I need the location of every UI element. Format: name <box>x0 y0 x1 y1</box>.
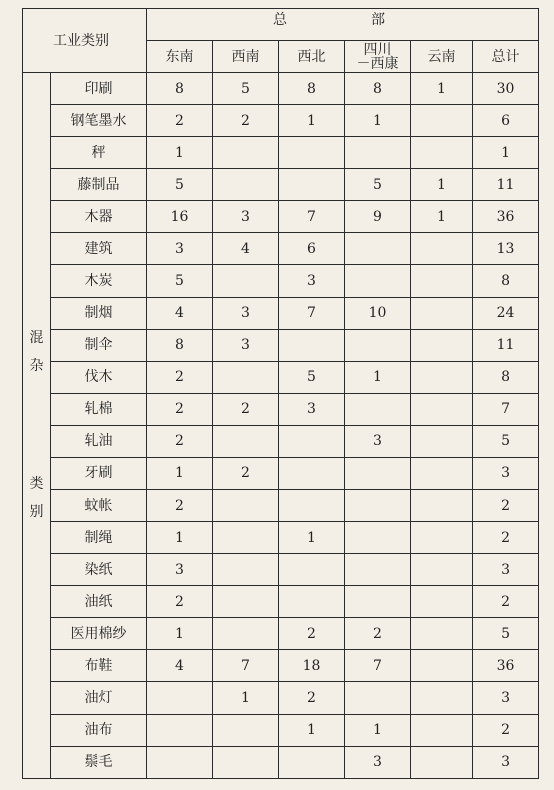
table-cell <box>213 746 279 778</box>
table-cell <box>345 233 411 265</box>
table-cell: 1 <box>147 137 213 169</box>
table-row <box>23 618 539 650</box>
table-row <box>23 682 539 714</box>
row-label: 伐木 <box>51 361 147 393</box>
table-cell: 3 <box>213 201 279 233</box>
category-char: 类 <box>29 476 44 493</box>
table-cell <box>411 457 473 489</box>
table-cell: 1 <box>147 522 213 554</box>
table-cell: 2 <box>279 618 345 650</box>
table-cell <box>345 329 411 361</box>
table-cell: 2 <box>147 361 213 393</box>
table-cell: 5 <box>473 425 539 457</box>
table-cell: 2 <box>473 522 539 554</box>
table-cell: 5 <box>279 361 345 393</box>
row-label: 牙刷 <box>51 457 147 489</box>
table-row <box>23 265 539 297</box>
table-cell <box>279 490 345 522</box>
row-label: 木炭 <box>51 265 147 297</box>
table-cell: 2 <box>213 457 279 489</box>
table-cell <box>411 329 473 361</box>
table-cell: 5 <box>345 169 411 201</box>
table-cell: 8 <box>279 73 345 105</box>
table-cell: 7 <box>279 297 345 329</box>
table-row <box>23 73 539 105</box>
row-label: 染纸 <box>51 554 147 586</box>
table-cell: 5 <box>473 618 539 650</box>
table-cell: 11 <box>473 329 539 361</box>
table-cell: 1 <box>147 618 213 650</box>
table-cell: 2 <box>473 714 539 746</box>
table-cell <box>411 586 473 618</box>
table-cell <box>411 265 473 297</box>
table-cell: 4 <box>147 650 213 682</box>
table-cell <box>213 361 279 393</box>
table-cell <box>411 522 473 554</box>
corner-header: 工业类别 <box>23 9 147 73</box>
table-cell: 13 <box>473 233 539 265</box>
row-label: 钢笔墨水 <box>51 105 147 137</box>
table-row <box>23 105 539 137</box>
table-cell: 24 <box>473 297 539 329</box>
table-cell <box>147 682 213 714</box>
table-cell: 2 <box>473 586 539 618</box>
row-label: 轧油 <box>51 425 147 457</box>
table-cell: 5 <box>147 265 213 297</box>
table-row <box>23 297 539 329</box>
table-cell <box>279 169 345 201</box>
table-cell: 2 <box>473 490 539 522</box>
column-header: 西南 <box>213 41 279 73</box>
category-char: 混 <box>29 330 44 347</box>
table-cell: 1 <box>411 73 473 105</box>
table-cell <box>345 586 411 618</box>
table-cell: 5 <box>213 73 279 105</box>
table-cell: 9 <box>345 201 411 233</box>
table-cell <box>411 618 473 650</box>
table-cell <box>411 361 473 393</box>
table-cell <box>213 554 279 586</box>
table-row <box>23 554 539 586</box>
table-cell <box>345 522 411 554</box>
table-cell: 3 <box>147 554 213 586</box>
table-cell <box>411 714 473 746</box>
table-row <box>23 714 539 746</box>
table-cell <box>411 746 473 778</box>
row-label: 轧棉 <box>51 393 147 425</box>
table-cell: 3 <box>345 425 411 457</box>
table-cell: 3 <box>213 329 279 361</box>
table-cell <box>345 265 411 297</box>
category-char: 别 <box>29 504 44 521</box>
column-header: 云南 <box>411 41 473 73</box>
row-label: 鬃毛 <box>51 746 147 778</box>
table-cell <box>345 393 411 425</box>
table-cell <box>411 425 473 457</box>
table-row <box>23 457 539 489</box>
table-row <box>23 233 539 265</box>
table-cell: 3 <box>473 746 539 778</box>
table-cell: 7 <box>473 393 539 425</box>
table-cell: 1 <box>473 137 539 169</box>
table-cell: 2 <box>345 618 411 650</box>
table-row <box>23 329 539 361</box>
table-cell: 3 <box>473 457 539 489</box>
row-label: 油布 <box>51 714 147 746</box>
table-cell: 2 <box>147 105 213 137</box>
column-header: 西北 <box>279 41 345 73</box>
table-cell: 6 <box>279 233 345 265</box>
table-cell <box>411 682 473 714</box>
table-cell <box>213 618 279 650</box>
row-label: 制伞 <box>51 329 147 361</box>
table-cell: 3 <box>279 393 345 425</box>
table-cell <box>279 746 345 778</box>
table-cell: 1 <box>279 105 345 137</box>
table-cell: 2 <box>147 490 213 522</box>
row-label: 油纸 <box>51 586 147 618</box>
table-row <box>23 137 539 169</box>
category-label <box>23 73 51 779</box>
table-cell: 16 <box>147 201 213 233</box>
table-cell: 1 <box>213 682 279 714</box>
row-label: 印刷 <box>51 73 147 105</box>
table-cell: 3 <box>473 554 539 586</box>
table-cell: 7 <box>279 201 345 233</box>
table-cell: 3 <box>473 682 539 714</box>
header-row-1 <box>23 9 539 41</box>
table-cell: 18 <box>279 650 345 682</box>
table-cell <box>213 137 279 169</box>
table-row <box>23 361 539 393</box>
column-header: 东南 <box>147 41 213 73</box>
table-cell <box>213 169 279 201</box>
table-cell: 1 <box>411 201 473 233</box>
table-cell: 7 <box>345 650 411 682</box>
table-cell <box>213 586 279 618</box>
row-label: 制绳 <box>51 522 147 554</box>
table-cell <box>279 554 345 586</box>
table-row <box>23 201 539 233</box>
table-cell: 1 <box>279 714 345 746</box>
table-cell <box>213 265 279 297</box>
row-label: 制烟 <box>51 297 147 329</box>
table-cell <box>411 297 473 329</box>
table-cell: 2 <box>147 393 213 425</box>
row-label: 秤 <box>51 137 147 169</box>
table-cell: 8 <box>473 361 539 393</box>
table-row <box>23 522 539 554</box>
table-cell: 1 <box>411 169 473 201</box>
table-cell <box>411 490 473 522</box>
table-row <box>23 586 539 618</box>
table-cell <box>213 425 279 457</box>
table-cell: 3 <box>279 265 345 297</box>
row-label: 油灯 <box>51 682 147 714</box>
table-row <box>23 425 539 457</box>
table-cell <box>345 682 411 714</box>
table-cell <box>213 714 279 746</box>
group-header-char-2: 部 <box>371 12 387 28</box>
table-cell: 5 <box>147 169 213 201</box>
table-cell: 8 <box>473 265 539 297</box>
table-cell <box>411 233 473 265</box>
table-cell: 30 <box>473 73 539 105</box>
table-cell: 4 <box>147 297 213 329</box>
table-cell <box>345 554 411 586</box>
column-header: 四川 －西康 <box>345 41 411 73</box>
table-cell: 1 <box>147 457 213 489</box>
table-cell <box>147 746 213 778</box>
table-cell: 2 <box>213 105 279 137</box>
table-cell <box>411 554 473 586</box>
table-cell: 3 <box>213 297 279 329</box>
table-cell: 7 <box>213 650 279 682</box>
row-label: 医用棉纱 <box>51 618 147 650</box>
table-cell <box>411 650 473 682</box>
table-cell <box>213 522 279 554</box>
row-label: 蚊帐 <box>51 490 147 522</box>
table-cell <box>345 457 411 489</box>
table-cell <box>279 329 345 361</box>
industry-table <box>22 8 539 779</box>
group-header <box>147 9 539 41</box>
category-char: 杂 <box>29 358 44 375</box>
column-header: 总计 <box>473 41 539 73</box>
row-label: 布鞋 <box>51 650 147 682</box>
table-cell <box>279 425 345 457</box>
table-cell <box>345 490 411 522</box>
table-row <box>23 169 539 201</box>
group-header-char-1: 总 <box>273 12 289 28</box>
table-cell <box>213 490 279 522</box>
table-cell <box>345 137 411 169</box>
table-cell: 2 <box>147 586 213 618</box>
table-cell: 2 <box>147 425 213 457</box>
table-cell: 11 <box>473 169 539 201</box>
table-cell <box>411 105 473 137</box>
table-cell <box>147 714 213 746</box>
table-cell: 4 <box>213 233 279 265</box>
table-cell: 2 <box>213 393 279 425</box>
table-cell: 3 <box>345 746 411 778</box>
table-row <box>23 650 539 682</box>
table-row <box>23 393 539 425</box>
table-row <box>23 490 539 522</box>
table-cell <box>279 137 345 169</box>
table-cell: 1 <box>279 522 345 554</box>
table-cell: 36 <box>473 650 539 682</box>
table-cell: 8 <box>147 329 213 361</box>
table-cell: 2 <box>279 682 345 714</box>
table-cell: 3 <box>147 233 213 265</box>
table-cell <box>411 137 473 169</box>
row-label: 木器 <box>51 201 147 233</box>
table-cell: 1 <box>345 361 411 393</box>
table-cell: 1 <box>345 105 411 137</box>
table-cell <box>279 586 345 618</box>
table-cell: 8 <box>345 73 411 105</box>
table-cell: 1 <box>345 714 411 746</box>
table-cell: 8 <box>147 73 213 105</box>
table-cell: 36 <box>473 201 539 233</box>
table-cell: 10 <box>345 297 411 329</box>
row-label: 建筑 <box>51 233 147 265</box>
table-row <box>23 746 539 778</box>
row-label: 藤制品 <box>51 169 147 201</box>
table-cell <box>411 393 473 425</box>
table-cell <box>279 457 345 489</box>
table-cell: 6 <box>473 105 539 137</box>
